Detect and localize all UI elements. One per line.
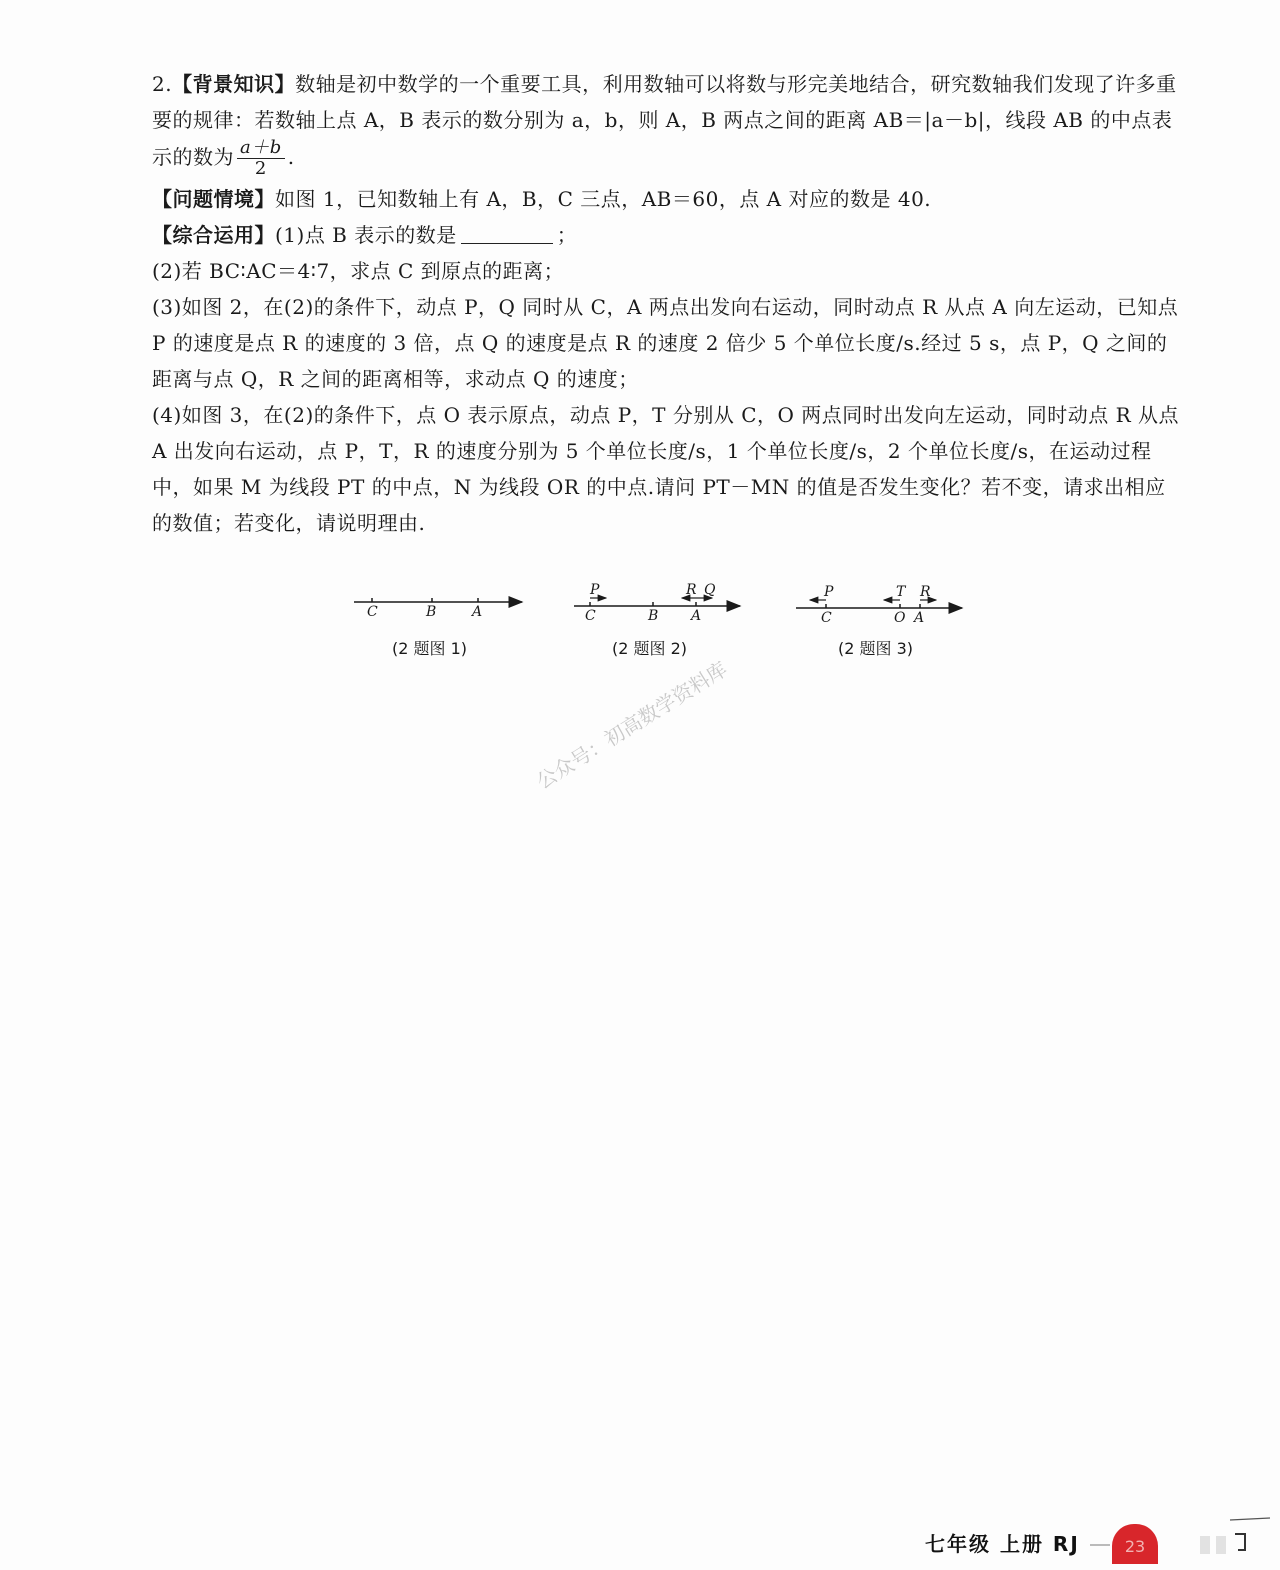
figure-3-caption: (2 题图 3): [838, 639, 914, 658]
question-4: (4)如图 3，在(2)的条件下，点 O 表示原点，动点 P，T 分别从 C，O 两点同时出发向左运动，同时动点 R 从点 A 出发向右运动，点 P，T，R 的速度分别为 5 个单位长度/s，1 个单位长度/s，2 个单位长度/s，在运动过程中，如果 M 为线段 PT 的中点，N 为线段 OR 的中点.请问 PT－MN 的值是否发生变化？若不变，请求出相应的数值；若变化，请说明理由.: [152, 403, 1180, 535]
background-paragraph: [152, 66, 1182, 179]
question-1-text: (1)点 B 表示的数是: [275, 223, 457, 247]
situation-paragraph: [152, 181, 1182, 217]
question-1: [152, 217, 1182, 253]
problem-number: 2.: [152, 72, 173, 96]
label-A: A: [914, 610, 925, 626]
background-text: 数轴是初中数学的一个重要工具，利用数轴可以将数与形完美地结合，研究数轴我们发现了许多重要的规律：若数轴上点 A，B 表示的数分别为 a，b，则 A，B 两点之间的距离 AB＝|a－b|，线段 AB 的中点表示的数为: [152, 72, 1177, 169]
situation-tag: 【问题情境】: [152, 187, 275, 211]
answer-blank[interactable]: [461, 225, 553, 244]
label-R: R: [686, 582, 697, 598]
number-line-figures: [340, 578, 980, 638]
label-C: C: [367, 604, 378, 620]
label-A: A: [691, 608, 702, 624]
fraction-denominator: 2: [254, 158, 267, 179]
watermark: 公众号：初高数学资料库: [532, 656, 732, 794]
figure-3-number-line: [796, 584, 962, 626]
label-P: P: [590, 582, 600, 598]
question-3: (3)如图 2，在(2)的条件下，动点 P，Q 同时从 C，A 两点出发向右运动，同时动点 R 从点 A 向左运动，已知点 P 的速度是点 R 的速度的 3 倍，点 Q 的速度是点 R 的速度 2 倍少 5 个单位长度/s.经过 5 s，点 P，Q 之间的距离与点 Q，R 之间的距离相等，求动点 Q 的速度；: [152, 295, 1179, 391]
label-C: C: [821, 610, 832, 626]
apply-tag: 【综合运用】: [152, 223, 275, 247]
label-T: T: [896, 584, 906, 600]
fraction-numerator: a＋b: [237, 138, 285, 159]
label-A: A: [472, 604, 483, 620]
label-B: B: [648, 608, 659, 624]
figure-2-number-line: [574, 582, 740, 624]
label-Q: Q: [704, 582, 716, 598]
figure-1-number-line: [354, 598, 522, 620]
problem-2: [152, 66, 1182, 541]
label-R: R: [920, 584, 931, 600]
situation-text: 如图 1，已知数轴上有 A，B，C 三点，AB＝60，点 A 对应的数是 40.: [275, 187, 932, 211]
background-end: .: [287, 145, 295, 169]
page-number-badge: 23: [1112, 1524, 1158, 1564]
label-C: C: [585, 608, 596, 624]
figure-2-caption: (2 题图 2): [612, 639, 688, 658]
question-2: (2)若 BC∶AC＝4∶7，求点 C 到原点的距离；: [152, 259, 565, 283]
label-P: P: [824, 584, 834, 600]
footer-grade: 七年级 上册 RJ: [925, 1532, 1080, 1556]
midpoint-fraction: [237, 138, 285, 179]
question-1-end: ；: [556, 223, 578, 247]
figure-1-caption: (2 题图 1): [392, 639, 468, 658]
label-B: B: [426, 604, 437, 620]
label-O: O: [894, 610, 906, 626]
background-tag: 【背景知识】: [172, 72, 296, 96]
